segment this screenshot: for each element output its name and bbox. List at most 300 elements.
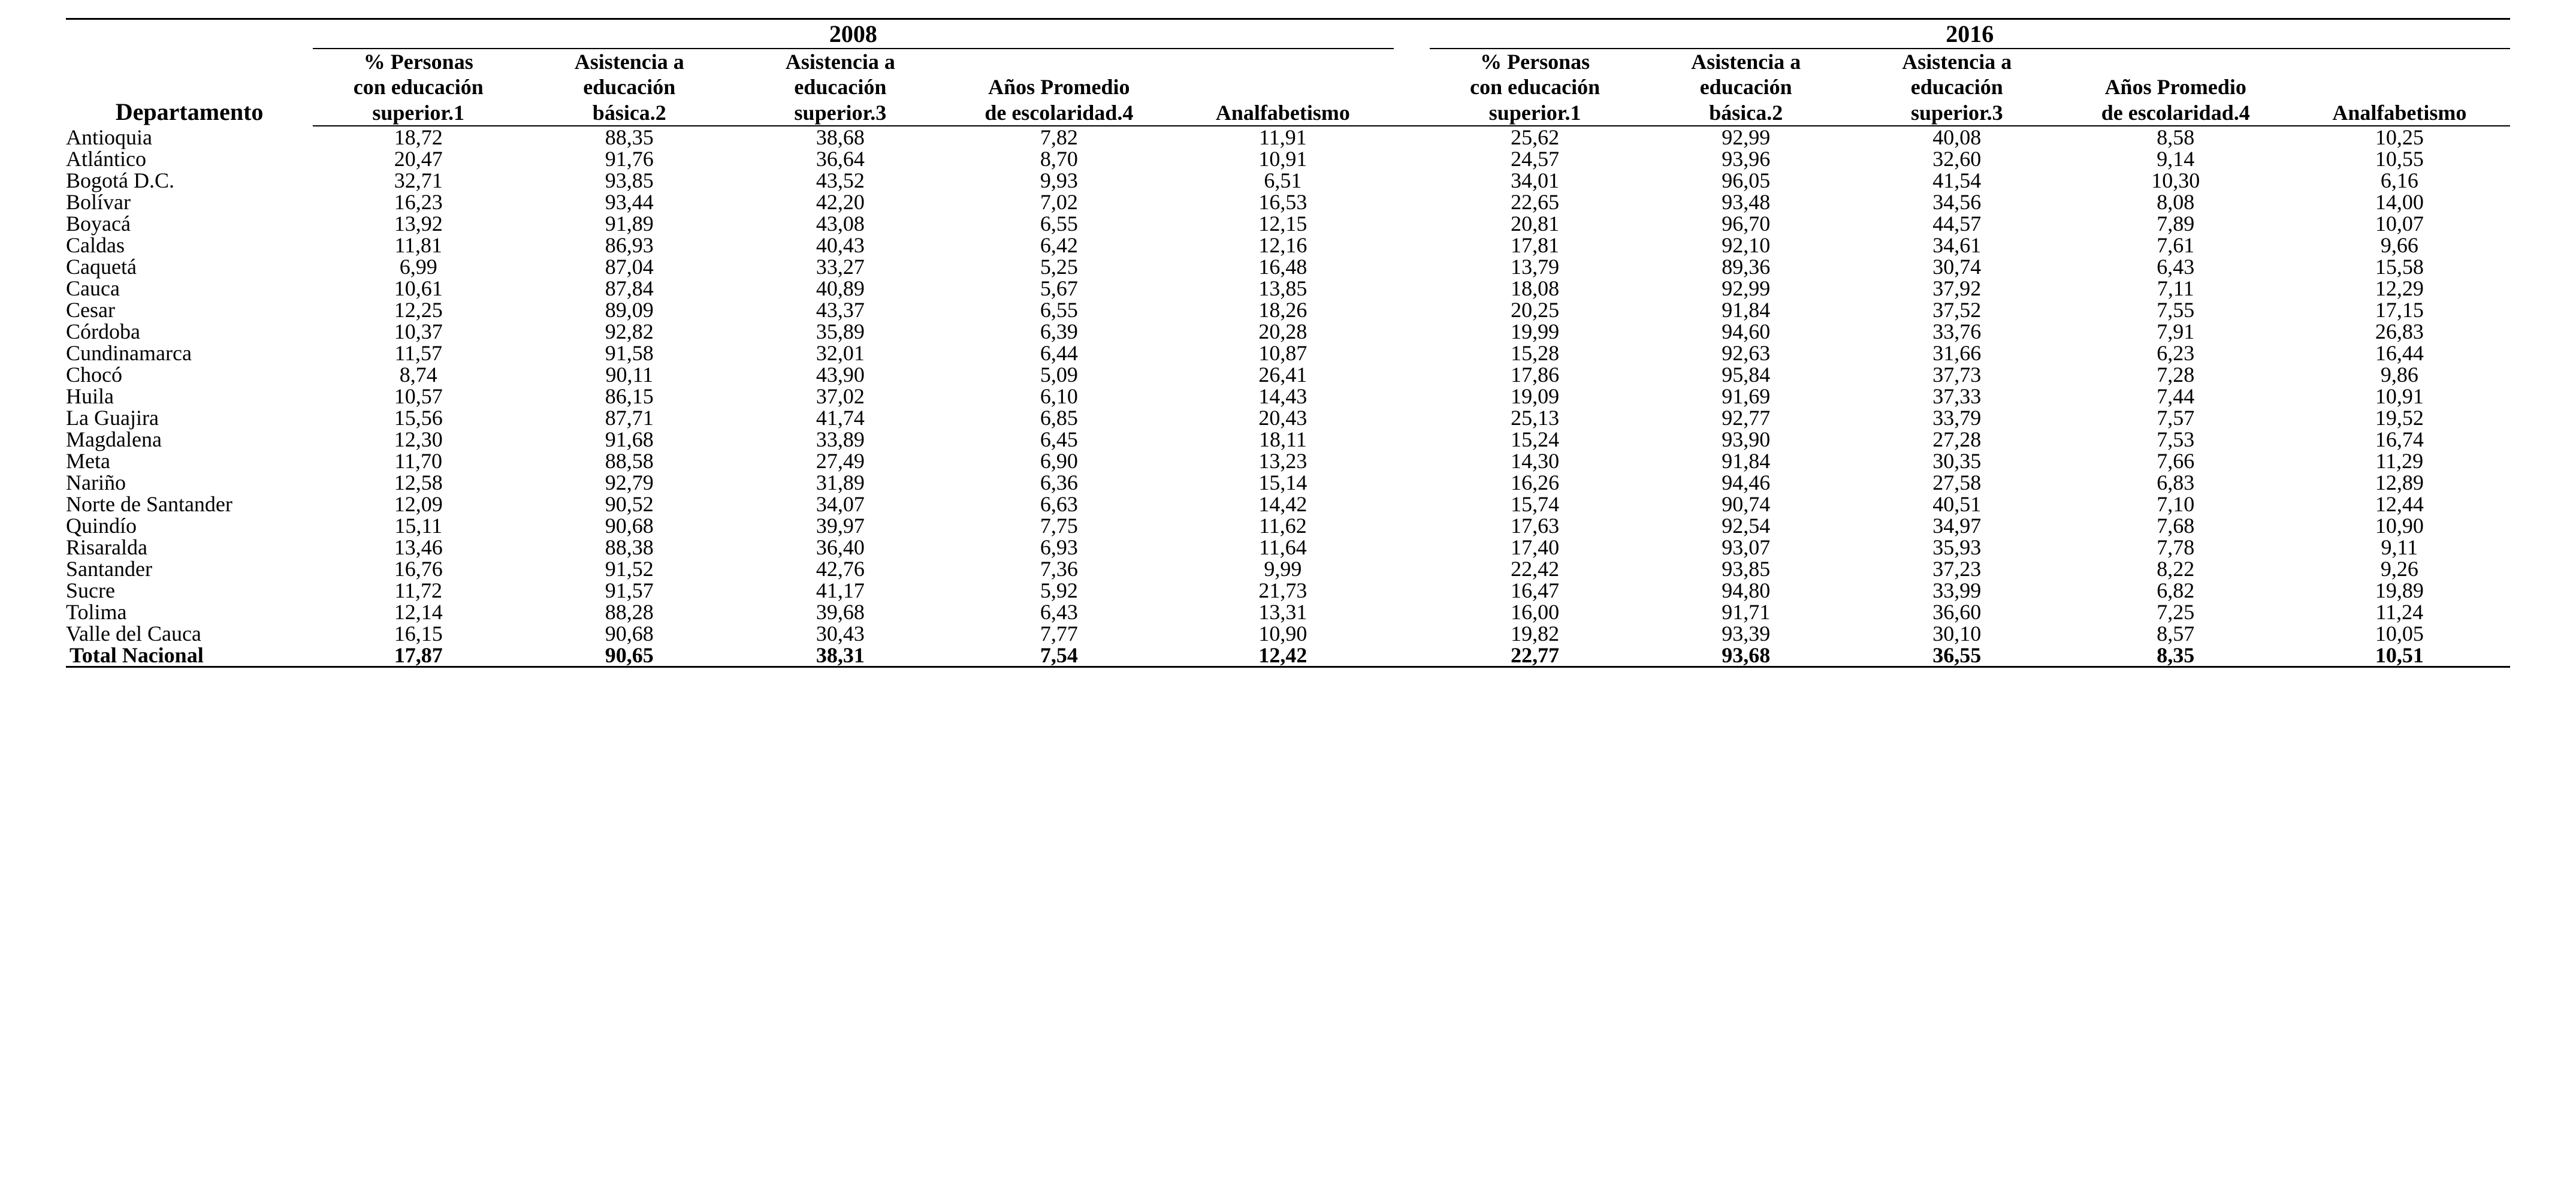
cell-2016-value: 91,84 [1722,298,1771,322]
col-header-line: Años Promedio [988,75,1130,100]
cell-2016-value: 37,23 [1932,557,1982,581]
cell-2016-value: 22,42 [1511,557,1560,581]
cell-2016-value: 16,00 [1511,600,1560,625]
cell-2008-value: 10,91 [1258,147,1307,171]
cell-2008-value: 86,93 [605,233,654,258]
cell-2008-value: 6,55 [1040,212,1078,236]
col-header-line: superior.3 [794,100,887,125]
cell-2008-value: 35,89 [816,319,865,344]
cell-spacer [1394,191,1430,213]
cell-2016-value: 12,89 [2375,471,2424,495]
cell-2016-value: 10,55 [2375,147,2424,171]
cell-spacer [1394,234,1430,256]
cell-spacer [1394,623,1430,644]
cell-2008-value: 6,42 [1040,233,1078,258]
table-row [66,536,2510,558]
cell-2008-value: 6,36 [1040,471,1078,495]
cell-2008-value: 5,92 [1040,578,1078,603]
cell-spacer [1394,278,1430,299]
table-row [66,558,2510,580]
cell-2008-value: 12,14 [394,600,443,625]
cell-2016-value: 10,25 [2375,125,2424,150]
cell-2016-value: 95,84 [1722,363,1771,387]
cell-spacer [1394,299,1430,321]
cell-2008-value: 88,58 [605,449,654,474]
col-header-line: educación [1910,75,2003,100]
cell-2008-value: 12,15 [1258,212,1307,236]
cell-2016-value: 11,29 [2375,449,2424,474]
cell-2008-value: 20,28 [1258,319,1307,344]
cell-2008-value: 8,70 [1040,147,1078,171]
cell-2016-value: 40,51 [1932,492,1982,517]
group-header-2016: 2016 [1430,19,2510,49]
cell-2016-value: 7,89 [2157,212,2195,236]
cell-department: Tolima [66,600,127,625]
cell-2008-value: 9,93 [1040,168,1078,193]
cell-2016-value: 9,14 [2157,147,2195,171]
cell-2008-value: 38,68 [816,125,865,150]
cell-2008-value: 16,15 [394,622,443,646]
cell-2008-value: 87,84 [605,276,654,301]
col-header-line: Asistencia a [1691,50,1801,74]
cell-2008-value: 6,39 [1040,319,1078,344]
cell-2016-value: 10,90 [2375,514,2424,538]
cell-2016-value: 93,85 [1722,557,1771,581]
cell-2008-value: 6,90 [1040,449,1078,474]
cell-2016-value: 19,52 [2375,406,2424,430]
cell-2008-value: 30,43 [816,622,865,646]
cell-2016-value: 19,09 [1511,384,1560,409]
cell-2016-value: 6,43 [2157,255,2195,279]
cell-department: Meta [66,449,110,474]
cell-2008-value: 13,46 [394,535,443,560]
cell-2008-value: 93,44 [605,190,654,215]
cell-2008-value: 12,16 [1258,233,1307,258]
cell-2016-value: 92,77 [1722,406,1771,430]
cell-2008-value: 11,72 [394,578,443,603]
cell-department: Total Nacional [66,644,313,667]
col-header-line: Analfabetismo [2332,100,2467,125]
cell-2016-value: 27,28 [1932,427,1982,452]
table-row [66,191,2510,213]
cell-2008-value: 6,63 [1040,492,1078,517]
cell-2016-value: 16,26 [1511,471,1560,495]
cell-spacer [1394,580,1430,601]
cell-2016-value: 20,25 [1511,298,1560,322]
cell-2016-value: 30,10 [1932,622,1982,646]
cell-department: Cauca [66,276,120,301]
cell-2008-value: 34,07 [816,492,865,517]
cell-2008-value: 6,55 [1040,298,1078,322]
cell-spacer [1394,493,1430,515]
cell-2016-value: 34,97 [1932,514,1982,538]
cell-2008-value: 11,91 [1259,125,1307,150]
col-header-line: educación [794,75,887,100]
cell-2016-value: 14,00 [2375,190,2424,215]
cell-2016-value: 17,40 [1511,535,1560,560]
cell-2016-value: 17,15 [2375,298,2424,322]
cell-2008-value: 16,76 [394,557,443,581]
cell-2016-value: 6,23 [2157,341,2195,366]
cell-2008-value: 88,38 [605,535,654,560]
cell-2008-value: 14,43 [1258,384,1307,409]
cell-2008-value: 6,99 [399,255,437,279]
table-row [66,580,2510,601]
cell-2008-value: 20,47 [394,147,443,171]
cell-spacer [1394,364,1430,385]
table-head [66,19,2510,126]
cell-2008-value: 90,68 [605,514,654,538]
cell-spacer [1394,407,1430,429]
cell-2016-value: 19,89 [2375,578,2424,603]
cell-2016-value: 44,57 [1932,212,1982,236]
cell-2008-value: 6,44 [1040,341,1078,366]
cell-2016-value: 93,96 [1722,147,1771,171]
cell-2008-value: 11,81 [394,233,443,258]
cell-2008-value: 39,97 [816,514,865,538]
cell-2008-value: 12,30 [394,427,443,452]
cell-department: Cundinamarca [66,341,192,366]
cell-2016-value: 30,74 [1932,255,1982,279]
cell-2016-value: 9,26 [2380,557,2418,581]
col-header-line: de escolaridad.4 [985,100,1134,125]
cell-2008-value: 42,20 [816,190,865,215]
col-header-line: básica.2 [1709,100,1783,125]
cell-2016-value: 12,29 [2375,276,2424,301]
col-header-2016-analfabetismo [2289,49,2510,126]
cell-2008-value: 42,76 [816,557,865,581]
cell-2016-value: 7,68 [2157,514,2195,538]
cell-2008-value: 10,37 [394,319,443,344]
cell-spacer [1394,515,1430,536]
group-header-row [66,19,2510,49]
table-row [66,256,2510,278]
cell-2016-value: 9,66 [2380,233,2418,258]
cell-2016-value: 37,52 [1932,298,1982,322]
cell-2008-value: 36,64 [816,147,865,171]
cell-2008-value: 90,52 [605,492,654,517]
table-row [66,299,2510,321]
group-header-2008: 2008 [313,19,1393,49]
cell-2016-value: 36,55 [1852,644,2062,667]
cell-2008-value: 7,77 [1040,622,1078,646]
cell-2016-value: 92,63 [1722,341,1771,366]
cell-2008-value: 6,51 [1264,168,1302,193]
table-row [66,148,2510,170]
col-header-2008-asistencia-superior [735,49,946,126]
cell-2016-value: 25,62 [1511,125,1560,150]
cell-2008-value: 18,72 [394,125,443,150]
table-row [66,407,2510,429]
cell-2008-value: 5,67 [1040,276,1078,301]
cell-2016-value: 10,30 [2151,168,2200,193]
cell-department: Boyacá [66,212,131,236]
cell-2016-value: 92,10 [1722,233,1771,258]
table-row [66,429,2510,450]
cell-2016-value: 10,05 [2375,622,2424,646]
cell-2008-value: 9,99 [1264,557,1302,581]
cell-2008-value: 13,23 [1258,449,1307,474]
cell-2008-value: 6,10 [1040,384,1078,409]
cell-2008-value: 13,31 [1258,600,1307,625]
table-row [66,342,2510,364]
cell-2008-value: 15,56 [394,406,443,430]
cell-2008-value: 41,74 [816,406,865,430]
cell-2008-value: 6,85 [1040,406,1078,430]
cell-spacer [1394,321,1430,342]
cell-2008-value: 86,15 [605,384,654,409]
cell-2016-value: 8,57 [2157,622,2195,646]
cell-2016-value: 7,78 [2157,535,2195,560]
cell-2008-value: 16,23 [394,190,443,215]
cell-2016-value: 16,47 [1511,578,1560,603]
cell-2016-value: 93,90 [1722,427,1771,452]
cell-2008-value: 26,41 [1258,363,1307,387]
col-header-line: superior.1 [1488,100,1581,125]
cell-2008-value: 33,89 [816,427,865,452]
cell-2008-value: 88,28 [605,600,654,625]
cell-2008-value: 37,02 [816,384,865,409]
cell-2008-value: 18,11 [1259,427,1307,452]
cell-2008-value: 40,43 [816,233,865,258]
table-row [66,364,2510,385]
education-indicators-table [66,18,2510,668]
cell-department: Antioquia [66,125,152,150]
cell-2008-value: 43,90 [816,363,865,387]
cell-department: Nariño [66,471,126,495]
cell-2008-value: 91,57 [605,578,654,603]
col-header-line: % Personas [363,50,473,74]
cell-spacer [1394,429,1430,450]
cell-2008-value: 92,82 [605,319,654,344]
cell-2016-value: 27,58 [1932,471,1982,495]
cell-2016-value: 7,44 [2157,384,2195,409]
col-header-line: educación [583,75,676,100]
cell-2008-value: 12,42 [1172,644,1393,667]
cell-2016-value: 89,36 [1722,255,1771,279]
cell-department: Magdalena [66,427,162,452]
cell-2016-value: 17,86 [1511,363,1560,387]
cell-2008-value: 5,25 [1040,255,1078,279]
cell-2008-value: 11,57 [394,341,443,366]
cell-2008-value: 88,35 [605,125,654,150]
cell-2016-value: 41,54 [1932,168,1982,193]
cell-department: Sucre [66,578,115,603]
table-row [66,321,2510,342]
row-header-label: Departamento [66,19,313,126]
cell-2008-value: 91,58 [605,341,654,366]
cell-spacer [1394,601,1430,623]
col-header-2016-personas-superior [1430,49,1641,126]
cell-2008-value: 12,25 [394,298,443,322]
cell-department: Norte de Santander [66,492,232,517]
cell-2016-value: 93,48 [1722,190,1771,215]
cell-2016-value: 31,66 [1932,341,1982,366]
cell-department: Santander [66,557,152,581]
cell-2016-value: 93,07 [1722,535,1771,560]
cell-2008-value: 10,90 [1258,622,1307,646]
cell-department: Valle del Cauca [66,622,201,646]
cell-2008-value: 11,70 [394,449,443,474]
cell-2016-value: 15,24 [1511,427,1560,452]
cell-2008-value: 10,57 [394,384,443,409]
cell-department: Risaralda [66,535,147,560]
cell-2016-value: 94,80 [1722,578,1771,603]
cell-department: Bogotá D.C. [66,168,175,193]
col-header-line: Analfabetismo [1215,100,1350,125]
cell-department: Córdoba [66,319,140,344]
cell-2016-value: 26,83 [2375,319,2424,344]
cell-2008-value: 6,93 [1040,535,1078,560]
cell-2016-value: 24,57 [1511,147,1560,171]
table-row [66,385,2510,407]
table-row [66,493,2510,515]
cell-2016-value: 22,77 [1430,644,1641,667]
cell-2016-value: 37,92 [1932,276,1982,301]
cell-2016-value: 9,11 [2381,535,2418,560]
cell-2008-value: 33,27 [816,255,865,279]
cell-2016-value: 94,60 [1722,319,1771,344]
col-header-line: superior.3 [1910,100,2003,125]
cell-2016-value: 9,86 [2380,363,2418,387]
cell-2016-value: 94,46 [1722,471,1771,495]
table-row [66,278,2510,299]
cell-2016-value: 6,16 [2380,168,2418,193]
cell-2008-value: 6,43 [1040,600,1078,625]
cell-2008-value: 7,75 [1040,514,1078,538]
cell-2008-value: 16,48 [1258,255,1307,279]
cell-spacer [1394,558,1430,580]
cell-2008-value: 91,76 [605,147,654,171]
table-row [66,472,2510,493]
cell-spacer [1394,450,1430,472]
cell-spacer [1394,536,1430,558]
table-row [66,234,2510,256]
cell-2016-value: 14,30 [1511,449,1560,474]
cell-2016-value: 7,25 [2157,600,2195,625]
cell-2016-value: 18,08 [1511,276,1560,301]
cell-2016-value: 36,60 [1932,600,1982,625]
cell-department: Cesar [66,298,115,322]
cell-2008-value: 91,68 [605,427,654,452]
cell-2016-value: 7,66 [2157,449,2195,474]
cell-2008-value: 40,89 [816,276,865,301]
column-header-row [66,49,2510,126]
cell-2016-value: 92,99 [1722,125,1771,150]
cell-2016-value: 19,99 [1511,319,1560,344]
col-header-line: Asistencia a [1902,50,2012,74]
cell-spacer [1394,472,1430,493]
col-header-2016-asistencia-superior [1852,49,2062,126]
cell-2016-value: 7,53 [2157,427,2195,452]
cell-2016-value: 10,91 [2375,384,2424,409]
cell-2008-value: 12,09 [394,492,443,517]
cell-2008-value: 7,82 [1040,125,1078,150]
table-row [66,213,2510,234]
cell-2008-value: 10,87 [1258,341,1307,366]
col-header-line: Asistencia a [785,50,895,74]
table-row [66,601,2510,623]
cell-2016-value: 34,56 [1932,190,1982,215]
cell-department: Caquetá [66,255,137,279]
cell-2008-value: 32,01 [816,341,865,366]
cell-2016-value: 10,51 [2289,644,2510,667]
cell-department: Caldas [66,233,125,258]
cell-2016-value: 16,44 [2375,341,2424,366]
cell-2016-value: 92,54 [1722,514,1771,538]
col-header-line: educación [1699,75,1792,100]
cell-2008-value: 8,74 [399,363,437,387]
cell-2008-value: 18,26 [1258,298,1307,322]
cell-2008-value: 43,08 [816,212,865,236]
cell-spacer [1394,644,1430,667]
cell-2008-value: 36,40 [816,535,865,560]
cell-2016-value: 10,07 [2375,212,2424,236]
table-row [66,170,2510,191]
cell-2008-value: 6,45 [1040,427,1078,452]
cell-2016-value: 40,08 [1932,125,1982,150]
cell-2008-value: 90,68 [605,622,654,646]
table-body [66,126,2510,667]
col-header-2008-analfabetismo [1172,49,1393,126]
col-header-line: de escolaridad.4 [2101,100,2250,125]
cell-2016-value: 8,35 [2062,644,2289,667]
col-header-2008-asistencia-basica [524,49,735,126]
cell-2016-value: 30,35 [1932,449,1982,474]
cell-2008-value: 7,54 [946,644,1172,667]
cell-2016-value: 96,70 [1722,212,1771,236]
cell-2016-value: 13,79 [1511,255,1560,279]
cell-2008-value: 92,79 [605,471,654,495]
cell-2008-value: 10,61 [394,276,443,301]
cell-department: Chocó [66,363,122,387]
cell-2008-value: 43,52 [816,168,865,193]
cell-2008-value: 13,85 [1258,276,1307,301]
cell-2016-value: 90,74 [1722,492,1771,517]
col-header-2016-asistencia-basica [1641,49,1852,126]
cell-2016-value: 93,39 [1722,622,1771,646]
cell-spacer [1394,170,1430,191]
cell-spacer [1394,342,1430,364]
cell-2016-value: 15,58 [2375,255,2424,279]
cell-2016-value: 8,08 [2157,190,2195,215]
cell-2008-value: 41,17 [816,578,865,603]
cell-2008-value: 90,11 [605,363,654,387]
cell-2016-value: 7,28 [2157,363,2195,387]
cell-spacer [1394,126,1430,148]
table-row [66,515,2510,536]
cell-2016-value: 91,69 [1722,384,1771,409]
cell-department: Quindío [66,514,137,538]
cell-2016-value: 34,61 [1932,233,1982,258]
col-header-line: % Personas [1480,50,1590,74]
cell-2016-value: 91,84 [1722,449,1771,474]
col-header-line: básica.2 [592,100,666,125]
cell-2016-value: 34,01 [1511,168,1560,193]
col-header-2008-anios-escolaridad [946,49,1172,126]
cell-2008-value: 7,36 [1040,557,1078,581]
col-header-line: con educación [353,75,484,100]
cell-2016-value: 8,58 [2157,125,2195,150]
col-header-2008-personas-superior [313,49,524,126]
cell-2008-value: 31,89 [816,471,865,495]
table-row [66,623,2510,644]
cell-2008-value: 16,53 [1258,190,1307,215]
cell-2016-value: 15,28 [1511,341,1560,366]
cell-2008-value: 11,62 [1259,514,1307,538]
cell-2008-value: 15,11 [394,514,443,538]
header-spacer [1394,19,1430,49]
